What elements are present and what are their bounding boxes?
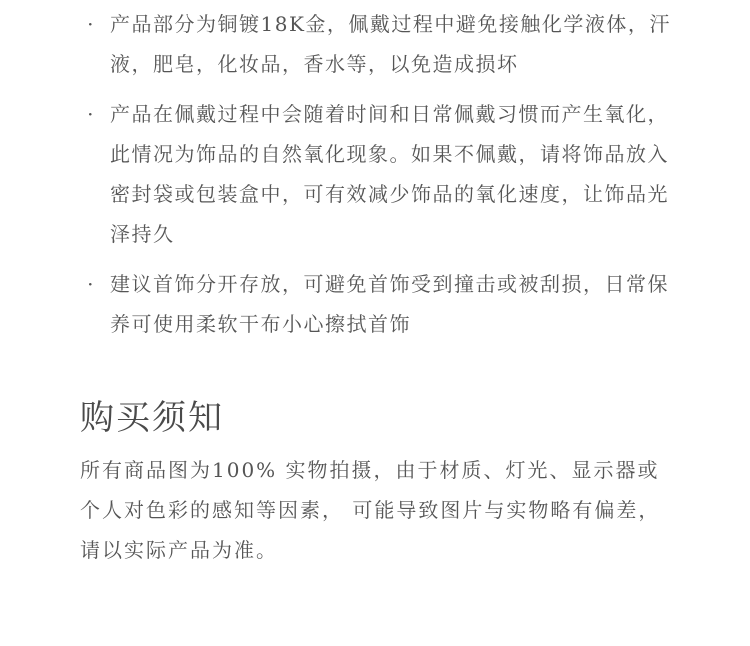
- care-tip-item: [80, 264, 680, 344]
- bullet-dot-icon: ·: [87, 12, 95, 36]
- bullet-dot-icon: ·: [87, 102, 95, 126]
- care-tips-list: [80, 0, 680, 354]
- care-tip-item: [80, 4, 680, 84]
- purchase-notice-title: 购买须知: [80, 398, 224, 438]
- care-tip-item: [80, 94, 680, 254]
- purchase-notice-text: 所有商品图为100% 实物拍摄，由于材质、灯光、显示器或个人对色彩的感知等因素， 可能导致图片与实物略有偏差，请以实际产品为准。: [80, 458, 661, 562]
- care-tip-text: 产品部分为铜镀18K金，佩戴过程中避免接触化学液体，汗液，肥皂，化妆品，香水等，以免造成损坏: [110, 12, 671, 76]
- care-tip-text: 产品在佩戴过程中会随着时间和日常佩戴习惯而产生氧化，此情况为饰品的自然氧化现象。如果不佩戴，请将饰品放入密封袋或包装盒中，可有效减少饰品的氧化速度，让饰品光泽持久: [110, 102, 669, 246]
- bullet-dot-icon: ·: [87, 272, 95, 296]
- care-tip-text: 建议首饰分开存放，可避免首饰受到撞击或被刮损，日常保养可使用柔软干布小心擦拭首饰: [110, 272, 669, 336]
